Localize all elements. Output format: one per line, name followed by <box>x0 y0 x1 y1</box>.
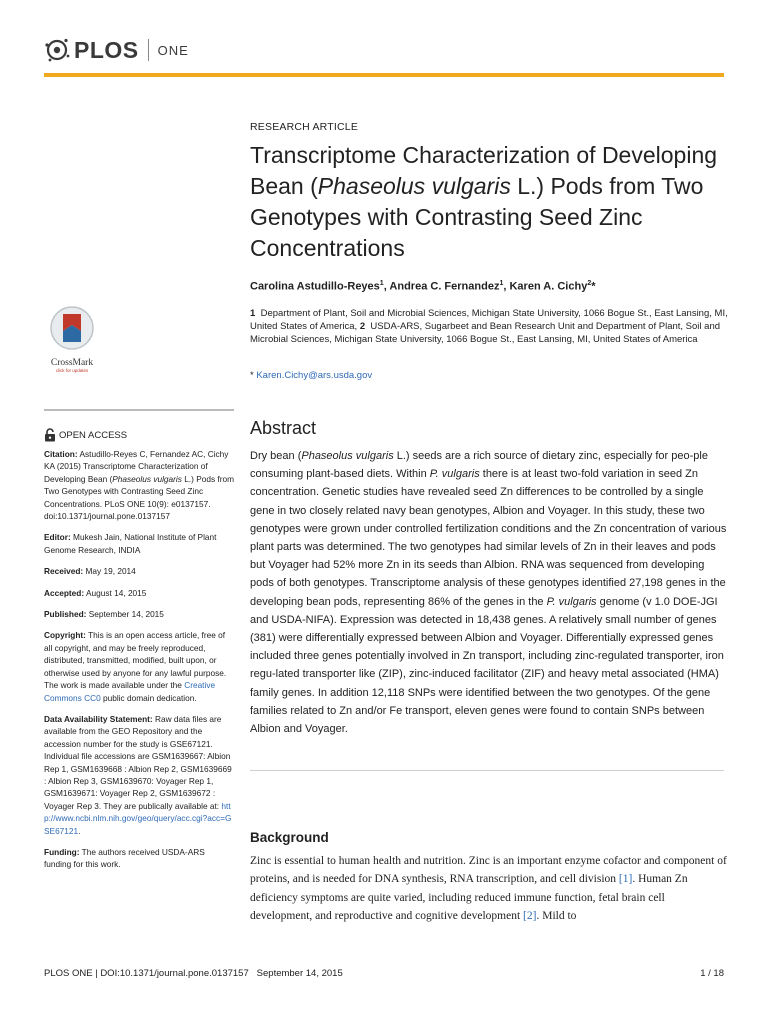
author-affiliation-marker: 1 <box>379 280 384 287</box>
title-part: Transcriptome Characterization of Developing Bean ( <box>250 142 718 199</box>
affiliation-text: Department of Plant, Soil and Microbial Sciences, Michigan State University, 1066 Bogue St., East Lansing, MI, United States of America, <box>250 308 728 332</box>
article-metadata <box>44 448 234 880</box>
editor-block <box>44 531 234 556</box>
journal-name: ONE <box>157 42 189 58</box>
meta-text: August 14, 2015 <box>84 587 147 598</box>
citation-block <box>44 448 234 522</box>
open-access-badge <box>44 428 127 442</box>
data-availability-block <box>44 713 234 837</box>
background-heading: Background <box>250 830 329 845</box>
abstract-run: Dry bean ( <box>250 450 302 462</box>
title-part: L.) Pods from Two Genotypes with Contrasting Seed Zinc Concentrations <box>250 173 704 261</box>
meta-italic: Phaseolus vulgaris <box>112 473 182 484</box>
author-affiliation-marker: 1 <box>499 280 504 287</box>
article-title <box>250 140 730 264</box>
background-run: . Human Zn deficiency symptoms are quite varied, including reduced immune function, fetal brain cell development, and reproductive and cognitive development <box>250 873 688 922</box>
affiliations <box>250 307 730 346</box>
abstract-divider <box>250 770 724 771</box>
page-number: 1 / 18 <box>700 968 724 979</box>
affiliation-text: USDA-ARS, Sugarbeet and Bean Research Unit and Department of Plant, Soil and Microbial Sciences, Michigan State University, 1066 Bogue St., East Lansing, MI, United States of America <box>250 321 721 345</box>
meta-label: Accepted: <box>44 587 85 598</box>
title-species: Phaseolus vulgaris <box>317 173 511 199</box>
crossmark-sublabel: click for updates <box>55 368 89 373</box>
abstract-italic: P. vulgaris <box>429 468 480 481</box>
plos-logo-icon <box>44 37 70 63</box>
background-text <box>250 852 728 925</box>
author-name[interactable]: Carolina Astudillo-Reyes <box>250 280 380 293</box>
meta-text: September 14, 2015 <box>86 609 164 620</box>
background-run: Zinc is essential to human health and nutrition. Zinc is an important enzyme cofactor and component of proteins, and is needed for DNA synthesis, RNA transcription, and cell division <box>250 855 727 886</box>
background-run: . Mild to <box>536 909 577 922</box>
correspondence-email-link[interactable]: Karen.Cichy@ars.usda.gov <box>256 370 373 381</box>
open-lock-icon <box>44 428 56 442</box>
author-affiliation-marker: 2 <box>587 280 592 287</box>
sidebar-divider <box>44 409 234 411</box>
meta-text: Mukesh Jain, National Institute of Plant Genome Research, INDIA <box>44 532 217 555</box>
plos-one-logo[interactable] <box>44 35 189 65</box>
funding-block <box>44 846 234 871</box>
crossmark-label: CrossMark <box>50 358 94 368</box>
meta-label: Data Availability Statement: <box>44 713 153 724</box>
reference-link[interactable]: [1] <box>618 873 633 886</box>
abstract-italic: P. vulgaris <box>546 595 597 608</box>
meta-label: Editor: <box>44 532 71 543</box>
abstract-heading: Abstract <box>250 418 317 438</box>
article-type: RESEARCH ARTICLE <box>250 121 359 133</box>
geo-link[interactable]: http://www.ncbi.nlm.nih.gov/geo/query/acc.cgi?acc=GSE67121 <box>44 800 232 836</box>
license-link[interactable]: Creative Commons CC0 <box>44 680 216 703</box>
abstract-text <box>250 447 728 738</box>
correspondence-marker: * <box>250 370 257 381</box>
accepted-block <box>44 587 234 599</box>
meta-text: The authors received USDA-ARS funding for this work. <box>44 846 205 870</box>
author-separator: , <box>383 280 390 293</box>
author-separator: , <box>503 280 510 293</box>
meta-text: public domain dedication. <box>100 692 197 703</box>
author-name[interactable]: Andrea C. Fernandez <box>389 280 500 293</box>
meta-text: Raw data files are available from the GEO Repository and the accession number for the study is GSE67121. Individual file accessions are GSM1639667: Albion Rep 1, GSM1639668 : Albion Rep 2, GSM1639669 : Albion Rep 3, GSM1639670: Voyager Rep 1, GSM1639671: Voyager Rep 2, GSM1639672 : Voyager Rep 3. They are publically available at: <box>44 713 232 811</box>
received-block <box>44 565 234 577</box>
meta-text: May 19, 2014 <box>83 566 136 577</box>
corresponding-marker: * <box>591 280 596 293</box>
meta-label: Copyright: <box>44 630 86 641</box>
published-block <box>44 608 234 620</box>
meta-text: This is an open access article, free of all copyright, and may be freely reproduced, distributed, transmitted, modified, built upon, or otherwise used by anyone for any lawful purpose. The work is made available under the <box>44 630 227 691</box>
author-name[interactable]: Karen A. Cichy <box>509 280 588 293</box>
abstract-run: there is at least two-fold variation in seed Zn concentration. Genetic studies have revealed seed Zn differences to be controlled by a single gene in two closely related navy bean genotypes, Albion and Voyager. In this study, these two genotypes were grown under controlled fertilization conditions and the Zn concentration of various plant parts was determined. The two genotypes had similar levels of Zn in their leaves and pods but Voyager had 52% more Zn in its seeds than Albion. RNA was sequenced from developing pods of both genotypes. Transcriptome analysis of these genotypes identified 27,198 genes in the developing bean pods, representing 86% of the genes in the <box>250 468 727 608</box>
affiliation-number: 1 <box>250 308 256 319</box>
brand-name: PLOS <box>74 36 139 63</box>
footer-citation: PLOS ONE | DOI:10.1371/journal.pone.0137157 September 14, 2015 <box>44 968 343 979</box>
logo-divider <box>148 39 149 61</box>
author-list <box>250 280 596 293</box>
correspondence <box>250 370 372 381</box>
abstract-run: genome (v 1.0 DOE-JGI and USDA-NIFA). Expression was detected in 18,438 genes. A relatively small number of genes (381) were differentially expressed between Albion and Voyager. Differentially expressed genes included three genes potentially involved in Zn transport, including zinc-regulated transporter, iron regu-lated transporter like (ZIP), zinc-induced facilitator (ZIF) and heavy metal associated (HMA) family genes. In addition 12,118 SNPs were identified between the two genotypes. Of the gene families related to Zn and/or Fe transport, eleven genes were found to contain SNPs between Albion and Voyager. <box>250 595 724 736</box>
abstract-italic: Phaseolus vulgaris <box>301 450 394 462</box>
abstract-run: L.) seeds are a rich source of dietary zinc, especially for peo-ple consuming plant-based diets. Within <box>250 450 708 481</box>
crossmark-badge[interactable] <box>44 305 100 373</box>
open-access-label: OPEN ACCESS <box>59 429 128 441</box>
header-accent-rule <box>44 73 724 77</box>
meta-text: Astudillo-Reyes C, Fernandez AC, Cichy KA (2015) Transcriptome Characterization of Developing Bean ( <box>44 449 229 484</box>
copyright-block <box>44 629 234 703</box>
meta-label: Published: <box>44 609 87 620</box>
meta-label: Citation: <box>44 449 78 459</box>
reference-link[interactable]: [2] <box>523 909 537 922</box>
meta-text: . <box>78 825 81 836</box>
meta-label: Received: <box>44 566 84 577</box>
meta-text: L.) Pods from Two Genotypes with Contrasting Seed Zinc Concentrations. PLoS ONE 10(9): e0137157. doi:10.1371/journal.pone.0137157 <box>44 473 235 522</box>
affiliation-number: 2 <box>359 321 366 332</box>
meta-label: Funding: <box>44 846 80 857</box>
crossmark-icon <box>49 305 95 351</box>
